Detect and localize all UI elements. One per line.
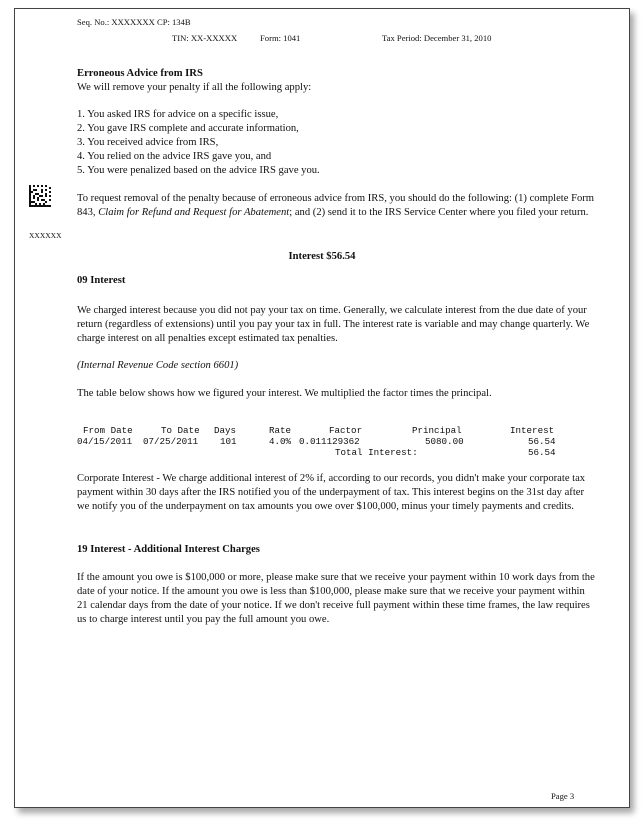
tin: TIN: XX-XXXXX <box>172 33 238 43</box>
interest-title: Interest $56.54 <box>288 251 356 262</box>
table-cell: 5080.00 <box>425 436 464 447</box>
table-cell: 04/15/2011 <box>77 436 133 447</box>
request-text-end: ; and (2) send it to the IRS Service Center where you filed your return. <box>289 207 589 218</box>
list-item: 5. You were penalized based on the advice IRS gave you. <box>77 165 320 176</box>
corporate-interest: Corporate Interest - We charge additional interest of 2% if, according to our records, you didn't make your corporate tax payment within 30 days after the IRS notified you of the underpayment of tax. This interest begins on the 31st day after we notify you of the underpayment on tax amounts you owe over $100,000, minus your timely payments and credits. <box>77 473 586 512</box>
table-header: Rate <box>269 425 292 436</box>
list-item: 1. You asked IRS for advice on a specific issue, <box>77 109 279 120</box>
tax-period: Tax Period: December 31, 2010 <box>382 33 492 43</box>
table-header: Interest <box>510 425 555 436</box>
total-interest-value: 56.54 <box>528 447 556 458</box>
table-intro: The table below shows how we figured your interest. We multiplied the factor times the principal. <box>77 388 492 399</box>
document-page <box>14 8 630 808</box>
interest-09-body: We charged interest because you did not pay your tax on time. Generally, we calculate interest from the due date of your return (regardless of extensions) until you pay your tax in full. The interest rate is variable and may change quarterly. We charge interest on all penalties except estimated tax penalties. <box>77 305 590 344</box>
total-interest-label: Total Interest: <box>335 447 418 458</box>
table-cell: 0.011129362 <box>299 436 360 447</box>
form-number: Form: 1041 <box>260 33 301 43</box>
margin-code: XXXXXX <box>29 231 62 240</box>
seq-number: Seq. No.: XXXXXXX CP: 134B <box>77 17 191 27</box>
code-reference: (Internal Revenue Code section 6601) <box>77 360 239 371</box>
interest-09-heading: 09 Interest <box>77 275 126 286</box>
table-cell: 4.0% <box>269 436 292 447</box>
form-843-title: Claim for Refund and Request for Abatement <box>98 207 290 218</box>
table-cell: 56.54 <box>528 436 556 447</box>
list-item: 2. You gave IRS complete and accurate information, <box>77 123 299 134</box>
table-header: Factor <box>329 425 363 436</box>
barcode-icon <box>29 185 51 207</box>
erroneous-advice-list <box>77 108 320 178</box>
interest-19-heading: 19 Interest - Additional Interest Charges <box>77 544 260 555</box>
erroneous-advice-heading: Erroneous Advice from IRS <box>77 68 203 79</box>
table-header: Days <box>214 425 237 436</box>
interest-19-body: If the amount you owe is $100,000 or more, please make sure that we receive your payment within 10 work days from the date of your notice. If the amount you owe is less than $100,000, please make sure that we receive your payment within 21 calendar days from the date of your notice. If we don't receive full payment within these time frames, the law requires us to charge interest until you pay the full amount you owe. <box>77 572 595 625</box>
table-header: From Date <box>83 425 133 436</box>
table-header: To Date <box>161 425 200 436</box>
request-text-start: To request removal of the penalty because of erroneous advice from IRS, you should do the following: (1) complete Form 843, <box>77 193 595 218</box>
erroneous-advice-request <box>77 192 597 220</box>
page-number: Page 3 <box>551 791 575 801</box>
erroneous-advice-intro: We will remove your penalty if all the following apply: <box>77 82 312 93</box>
list-item: 3. You received advice from IRS, <box>77 137 219 148</box>
list-item: 4. You relied on the advice IRS gave you, and <box>77 151 272 162</box>
table-cell: 07/25/2011 <box>143 436 199 447</box>
table-cell: 101 <box>220 436 237 447</box>
table-header: Principal <box>412 425 462 436</box>
